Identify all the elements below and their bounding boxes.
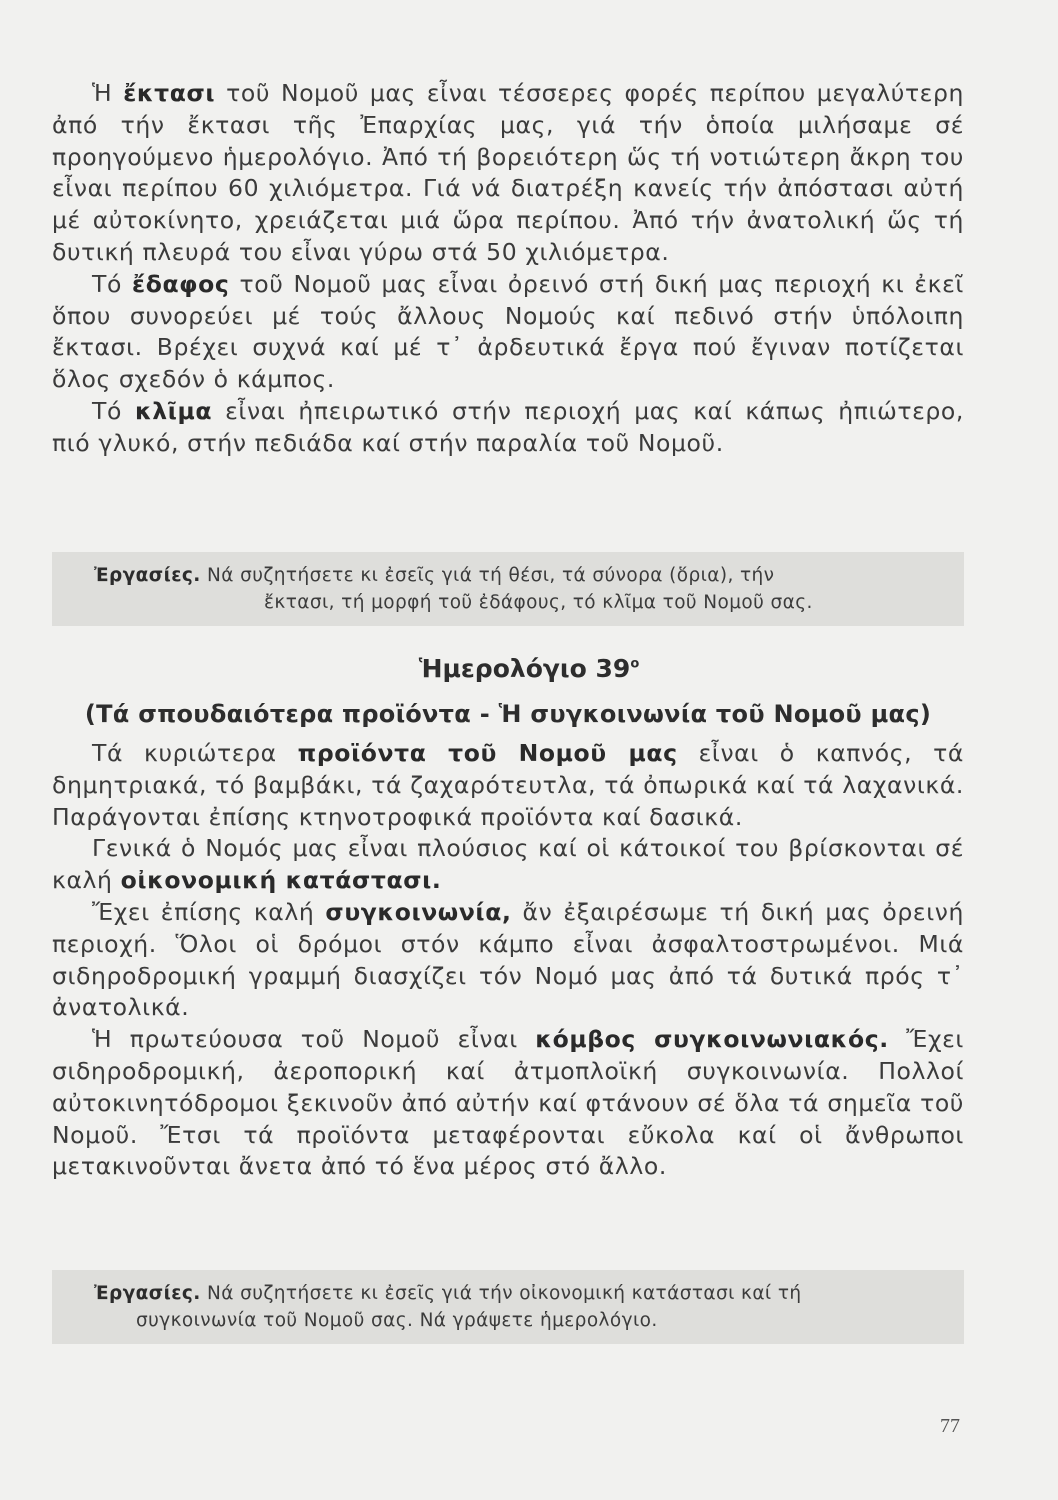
tasks-text-line2: ἔκτασι, τή μορφή τοῦ ἐδάφους, τό κλῖμα τοῦ Νομοῦ σας.: [264, 592, 813, 613]
text-run: Ἡ: [92, 79, 124, 107]
text-run: τοῦ Νομοῦ μας εἶναι τέσσερες φορές περίπου μεγαλύτερη ἀπό τήν ἔκτασι τῆς Ἐπαρχίας μας, γιά τήν ὁποία μιλήσαμε σέ προηγούμενο ἡμερολόγιο. Ἀπό τή βορειότερη ὥς τή νοτιώτερη ἄκρη του εἶναι περίπου 60 χιλιόμετρα. Γιά νά διατρέξη κανείς τήν ἀπόστασι αὐτή μέ αὐτοκίνητο, χρειάζεται μιά ὥρα περίπου. Ἀπό τήν ἀνατολική ὥς τή δυτική πλευρά του εἶναι γύρω στά 50 χιλιόμετρα.: [52, 79, 965, 266]
text-run: ἄν ἐξαιρέσωμε τή δική μας ὀρεινή περιοχή. Ὅλοι οἱ δρόμοι στόν κάμπο εἶναι ἀσφαλτοστρωμένοι. Μιά σιδηροδρομική γραμμή διασχίζει τόν Νομό μας ἀπό τά δυτικά πρός τ᾽ ἀνατολικά.: [52, 897, 964, 1022]
paragraph-transport: [52, 897, 964, 1024]
tasks-text-line1: Νά συζητήσετε κι ἐσεῖς γιά τήν οἰκονομική κατάστασι καί τή: [200, 1283, 802, 1304]
bold-term-economy: οἰκονομική κατάστασι.: [120, 866, 442, 895]
section-products-transport: [52, 738, 964, 1183]
page-number: 77: [940, 1415, 960, 1437]
bold-term-terrain: ἔδαφος: [132, 269, 230, 298]
bold-term-hub: κόμβος συγκοινωνιακός.: [535, 1025, 889, 1054]
text-run: τοῦ Νομοῦ μας εἶναι ὀρεινό στή δική μας περιοχή κι ἐκεῖ ὅπου συνορεύει μέ τούς ἄλλους Νομούς καί πεδινό στήν ὑπόλοιπη ἔκτασι. Βρέχει συχνά καί μέ τ᾽ ἀρδευτικά ἔργα πού ἔγιναν ποτίζεται ὅλος σχεδόν ὁ κάμπος.: [52, 269, 964, 394]
diary-title-text: Ἡμερολόγιο 39: [418, 654, 631, 683]
bold-term-climate: κλῖμα: [134, 396, 213, 425]
text-run: Ἔχει ἐπίσης καλή: [92, 897, 326, 926]
text-run: Ἡ πρωτεύουσα τοῦ Νομοῦ εἶναι: [92, 1025, 536, 1054]
paragraph-extent: [52, 78, 964, 269]
paragraph-climate: [52, 396, 964, 460]
text-run: Γενικά ὁ Νομός μας εἶναι πλούσιος καί οἱ κάτοικοί του βρίσκονται σέ καλή: [52, 834, 964, 895]
diary-title-sup: ο: [630, 656, 640, 672]
section-area-extent: [52, 78, 964, 460]
diary-title: [0, 654, 1058, 683]
paragraph-terrain: [52, 269, 964, 396]
bold-term-products: προϊόντα τοῦ Νομοῦ μας: [297, 739, 678, 767]
tasks-label: Ἐργασίες.: [94, 1283, 201, 1304]
bold-term-extent: ἔκτασι: [123, 79, 216, 107]
tasks-box-1: [52, 552, 964, 626]
text-run: εἶναι ὁ καπνός, τά δημητριακά, τό βαμβάκι, τά ζαχαρότευτλα, τά ὀπωρικά καί τά λαχανικά. Παράγονται ἐπίσης κτηνοτροφικά προϊόντα καί δασικά.: [52, 739, 965, 831]
text-run: Τά κυριώτερα: [92, 739, 298, 767]
text-run: Τό: [92, 269, 133, 298]
paragraph-products: [52, 738, 964, 833]
diary-subtitle: (Τά σπουδαιότερα προϊόντα - Ἡ συγκοινωνία τοῦ Νομοῦ μας): [84, 700, 932, 728]
tasks-label: Ἐργασίες.: [94, 565, 201, 586]
paragraph-economy: [52, 833, 964, 897]
tasks-box-2: [52, 1270, 964, 1344]
text-run: Ἔχει σιδηροδρομική, ἀεροπορική καί ἀτμοπλοϊκή συγκοινωνία. Πολλοί αὐτοκινητόδρομοι ξεκινοῦν ἀπό αὐτήν καί φτάνουν σέ ὅλα τά σημεῖα τοῦ Νομοῦ. Ἔτσι τά προϊόντα μεταφέρονται εὔκολα καί οἱ ἄνθρωποι μετακινοῦνται ἄνετα ἀπό τό ἕνα μέρος στό ἄλλο.: [52, 1025, 964, 1181]
text-run: εἶναι ἠπειρωτικό στήν περιοχή μας καί κάπως ἠπιώτερο, πιό γλυκό, στήν πεδιάδα καί στήν παραλία τοῦ Νομοῦ.: [52, 396, 964, 457]
tasks-text-line1: Νά συζητήσετε κι ἐσεῖς γιά τή θέσι, τά σύνορα (ὅρια), τήν: [200, 565, 775, 586]
tasks-text-line2: συγκοινωνία τοῦ Νομοῦ σας. Νά γράψετε ἡμερολόγιο.: [136, 1310, 658, 1331]
text-run: Τό: [92, 396, 135, 425]
bold-term-transport: συγκοινωνία,: [325, 897, 512, 926]
paragraph-capital: [52, 1024, 964, 1183]
